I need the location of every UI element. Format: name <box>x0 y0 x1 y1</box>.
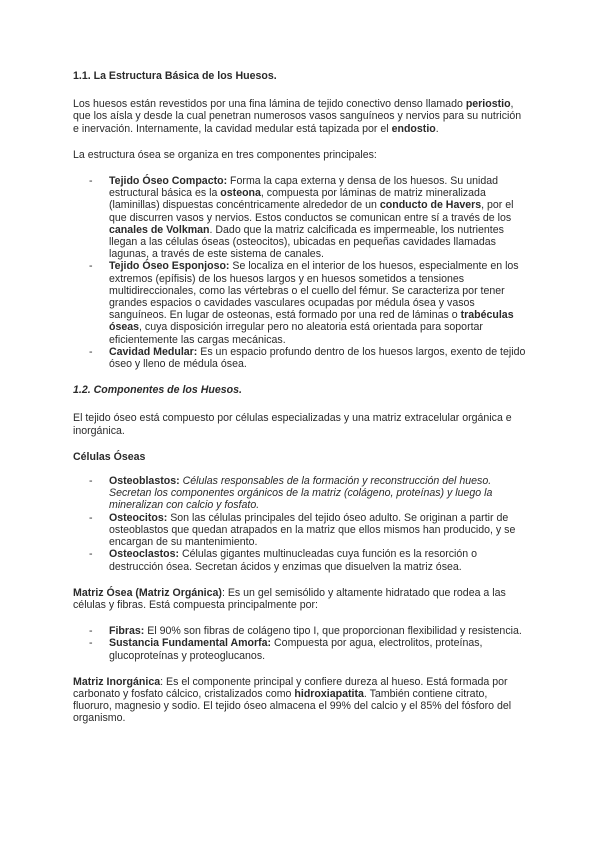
list-dash: - <box>89 345 93 358</box>
term-hidroxiapatita: hidroxiapatita <box>294 687 364 700</box>
document-content <box>73 70 528 739</box>
text-fragment: Compuesta por agua, electrolitos, proteínas, glucoproteínas y proteoglucanos. <box>109 637 483 662</box>
list-item-medullary-cavity <box>73 346 528 370</box>
list-dash: - <box>89 637 93 650</box>
term-organic-matrix: Matriz Ósea (Matriz Orgánica) <box>73 586 222 599</box>
inorganic-matrix-paragraph <box>73 676 528 725</box>
term-medullary-cavity: Cavidad Medular: <box>109 345 198 358</box>
organic-matrix-list <box>73 625 528 662</box>
term-osteocitos: Osteocitos: <box>109 511 168 524</box>
structure-list <box>73 175 528 370</box>
periosteum-paragraph <box>73 98 528 135</box>
list-item-sustancia-amorfa <box>73 637 528 661</box>
text-fragment: El 90% son fibras de colágeno tipo I, que proporcionan flexibilidad y resistencia. <box>144 625 522 638</box>
section-1-title: 1.1. La Estructura Básica de los Huesos. <box>73 70 277 82</box>
term-compact-bone: Tejido Óseo Compacto: <box>109 175 228 188</box>
cell-description: Células responsables de la formación y reconstrucción del hueso. Secretan los componentes orgánicos de la matriz (colágeno, proteínas) y luego la mineralizan con calcio y fosfato. <box>109 475 493 512</box>
text-fragment: Forma la capa externa y densa de los huesos. Su unidad estructural básica es la <box>109 175 499 200</box>
term-fibras: Fibras: <box>109 625 145 638</box>
text-fragment: , que los aísla y desde la cual penetran numerosos vasos sanguíneos y nervios para su nutrición e inervación. Internamente, la cavidad medular está tapizada por el <box>73 98 522 135</box>
term-inorganic-matrix: Matriz Inorgánica <box>73 675 161 688</box>
term-osteoclastos: Osteoclastos: <box>109 548 180 561</box>
term-endostio: endostio <box>391 122 436 135</box>
text-fragment: . <box>435 122 439 135</box>
term-osteoblastos: Osteoblastos: <box>109 475 180 488</box>
text-fragment: , por el que discurren vasos y nervios. Estos conductos se comunican entre sí a través de los <box>109 199 514 224</box>
list-item-osteoclastos <box>73 548 528 572</box>
term-trabeculas: trabéculas óseas <box>109 309 514 334</box>
text-fragment: . También contiene citrato, fluoruro, magnesio y sodio. El tejido óseo almacena el 99% del calcio y el 85% del fósforo del organismo. <box>73 687 512 725</box>
text-fragment: . Dado que la matriz calcificada es impermeable, los nutrientes llegan a las células óseas (osteocitos), ubicadas en pequeñas cavidades llamadas lagunas, a través de este sistema de canales. <box>109 223 504 261</box>
list-dash: - <box>89 175 93 188</box>
text-fragment: Los huesos están revestidos por una fina lámina de tejido conectivo denso llamado <box>73 98 466 111</box>
cells-heading: Células Óseas <box>73 450 146 463</box>
cells-list <box>73 475 528 573</box>
list-item-spongy-bone <box>73 260 528 345</box>
organic-matrix-paragraph <box>73 587 528 611</box>
list-dash: - <box>89 511 93 524</box>
list-item-compact-bone <box>73 175 528 260</box>
term-volkman: canales de Volkman <box>109 223 210 236</box>
components-intro: El tejido óseo está compuesto por células especializadas y una matriz extracelular orgánica e inorgánica. <box>73 412 512 437</box>
cell-description: Son las células principales del tejido óseo adulto. Se originan a partir de osteoblastos que quedan atrapados en la matriz que ellos mismos han producido, y se encargan de su mantenimiento. <box>109 511 516 549</box>
list-item-osteocitos <box>73 512 528 549</box>
text-fragment: Es un espacio profundo dentro de los huesos largos, exento de tejido óseo y lleno de médula ósea. <box>109 345 526 371</box>
list-item-fibras <box>73 625 528 637</box>
term-periostio: periostio <box>465 98 511 111</box>
text-fragment: , compuesta por láminas de matriz mineralizada (laminillas) dispuestas concéntricamente alrededor de un <box>109 187 486 212</box>
text-fragment: : Es el componente principal y confiere dureza al hueso. Está formada por carbonato y fosfato cálcico, cristalizados como <box>73 675 508 700</box>
term-osteona: osteona <box>220 187 261 200</box>
list-dash: - <box>89 260 93 273</box>
term-sustancia-amorfa: Sustancia Fundamental Amorfa: <box>109 637 272 650</box>
list-dash: - <box>89 548 93 561</box>
text-fragment: Se localiza en el interior de los huesos, especialmente en los extremos (epífisis) de los huesos largos y en huesos sometidos a tensiones multidireccionales, como las vértebras o el cuello del fémur. Se caracteriza por tener grandes espacios o cavidades vasculares ocupadas por médula ósea y vasos sanguíneos. En lugar de osteonas, está formado por una red de láminas o <box>109 260 519 322</box>
text-fragment: , cuya disposición irregular pero no aleatoria está orientada para soportar eficientemente las cargas mecánicas. <box>109 321 483 346</box>
list-item-osteoblastos <box>73 475 528 512</box>
structure-intro: La estructura ósea se organiza en tres componentes principales: <box>73 148 377 161</box>
list-dash: - <box>89 625 93 638</box>
term-havers: conducto de Havers <box>379 199 482 212</box>
section-2-title: 1.2. Componentes de los Huesos. <box>73 384 242 397</box>
cell-description: Células gigantes multinucleadas cuya función es la resorción o destrucción ósea. Secretan ácidos y enzimas que disuelven la matriz ósea. <box>109 548 478 573</box>
term-spongy-bone: Tejido Óseo Esponjoso: <box>109 260 230 273</box>
list-dash: - <box>89 475 93 488</box>
text-fragment: : Es un gel semisólido y altamente hidratado que rodea a las células y fibras. Está compuesta principalmente por: <box>73 586 506 611</box>
